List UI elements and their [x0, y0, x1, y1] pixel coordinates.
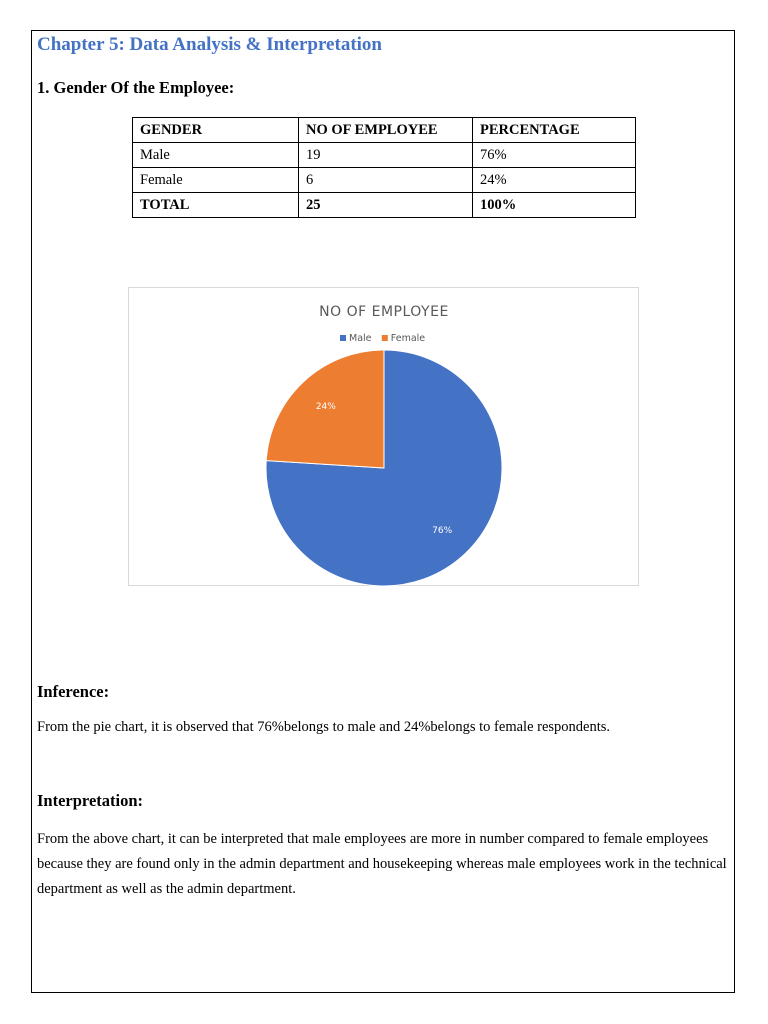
table-row	[133, 168, 636, 193]
table-header-cell: PERCENTAGE	[473, 118, 636, 143]
table-cell: 100%	[473, 193, 636, 218]
legend-swatch-male	[340, 335, 346, 341]
table-total-row	[133, 193, 636, 218]
table-cell: 19	[299, 143, 473, 168]
table-cell: 25	[299, 193, 473, 218]
section-title: 1. Gender Of the Employee:	[37, 78, 235, 97]
chart-legend	[340, 333, 425, 344]
pie-chart-svg	[129, 288, 640, 587]
legend-label-female: Female	[390, 333, 426, 344]
table-cell: TOTAL	[133, 193, 299, 218]
chart-title: NO OF EMPLOYEE	[319, 304, 449, 320]
inference-text: From the pie chart, it is observed that 76%belongs to male and 24%belongs to female respondents.	[37, 719, 611, 735]
pie-data-label-male: 76%	[432, 525, 453, 536]
table-cell: Male	[133, 143, 299, 168]
table-cell: 6	[299, 168, 473, 193]
pie-chart	[128, 287, 639, 586]
pie-data-label-female: 24%	[315, 402, 336, 413]
interpretation-text: From the above chart, it can be interpreted that male employees are more in number compared to female employees because they are found only in the admin department and housekeeping whereas male employees work in the technical department as well as the admin department.	[37, 831, 727, 897]
pie-slices	[266, 350, 502, 586]
table-cell: 24%	[473, 168, 636, 193]
legend-label-male: Male	[349, 333, 372, 344]
table-cell: Female	[133, 168, 299, 193]
table-header-cell: GENDER	[133, 118, 299, 143]
gender-table	[132, 117, 636, 218]
chapter-title: Chapter 5: Data Analysis & Interpretation	[37, 34, 382, 55]
table-row	[133, 143, 636, 168]
table-header-cell: NO OF EMPLOYEE	[299, 118, 473, 143]
inference-heading: Inference:	[37, 682, 110, 701]
interpretation-heading: Interpretation:	[37, 791, 144, 810]
legend-swatch-female	[382, 335, 388, 341]
table-header-row	[133, 118, 636, 143]
table-cell: 76%	[473, 143, 636, 168]
